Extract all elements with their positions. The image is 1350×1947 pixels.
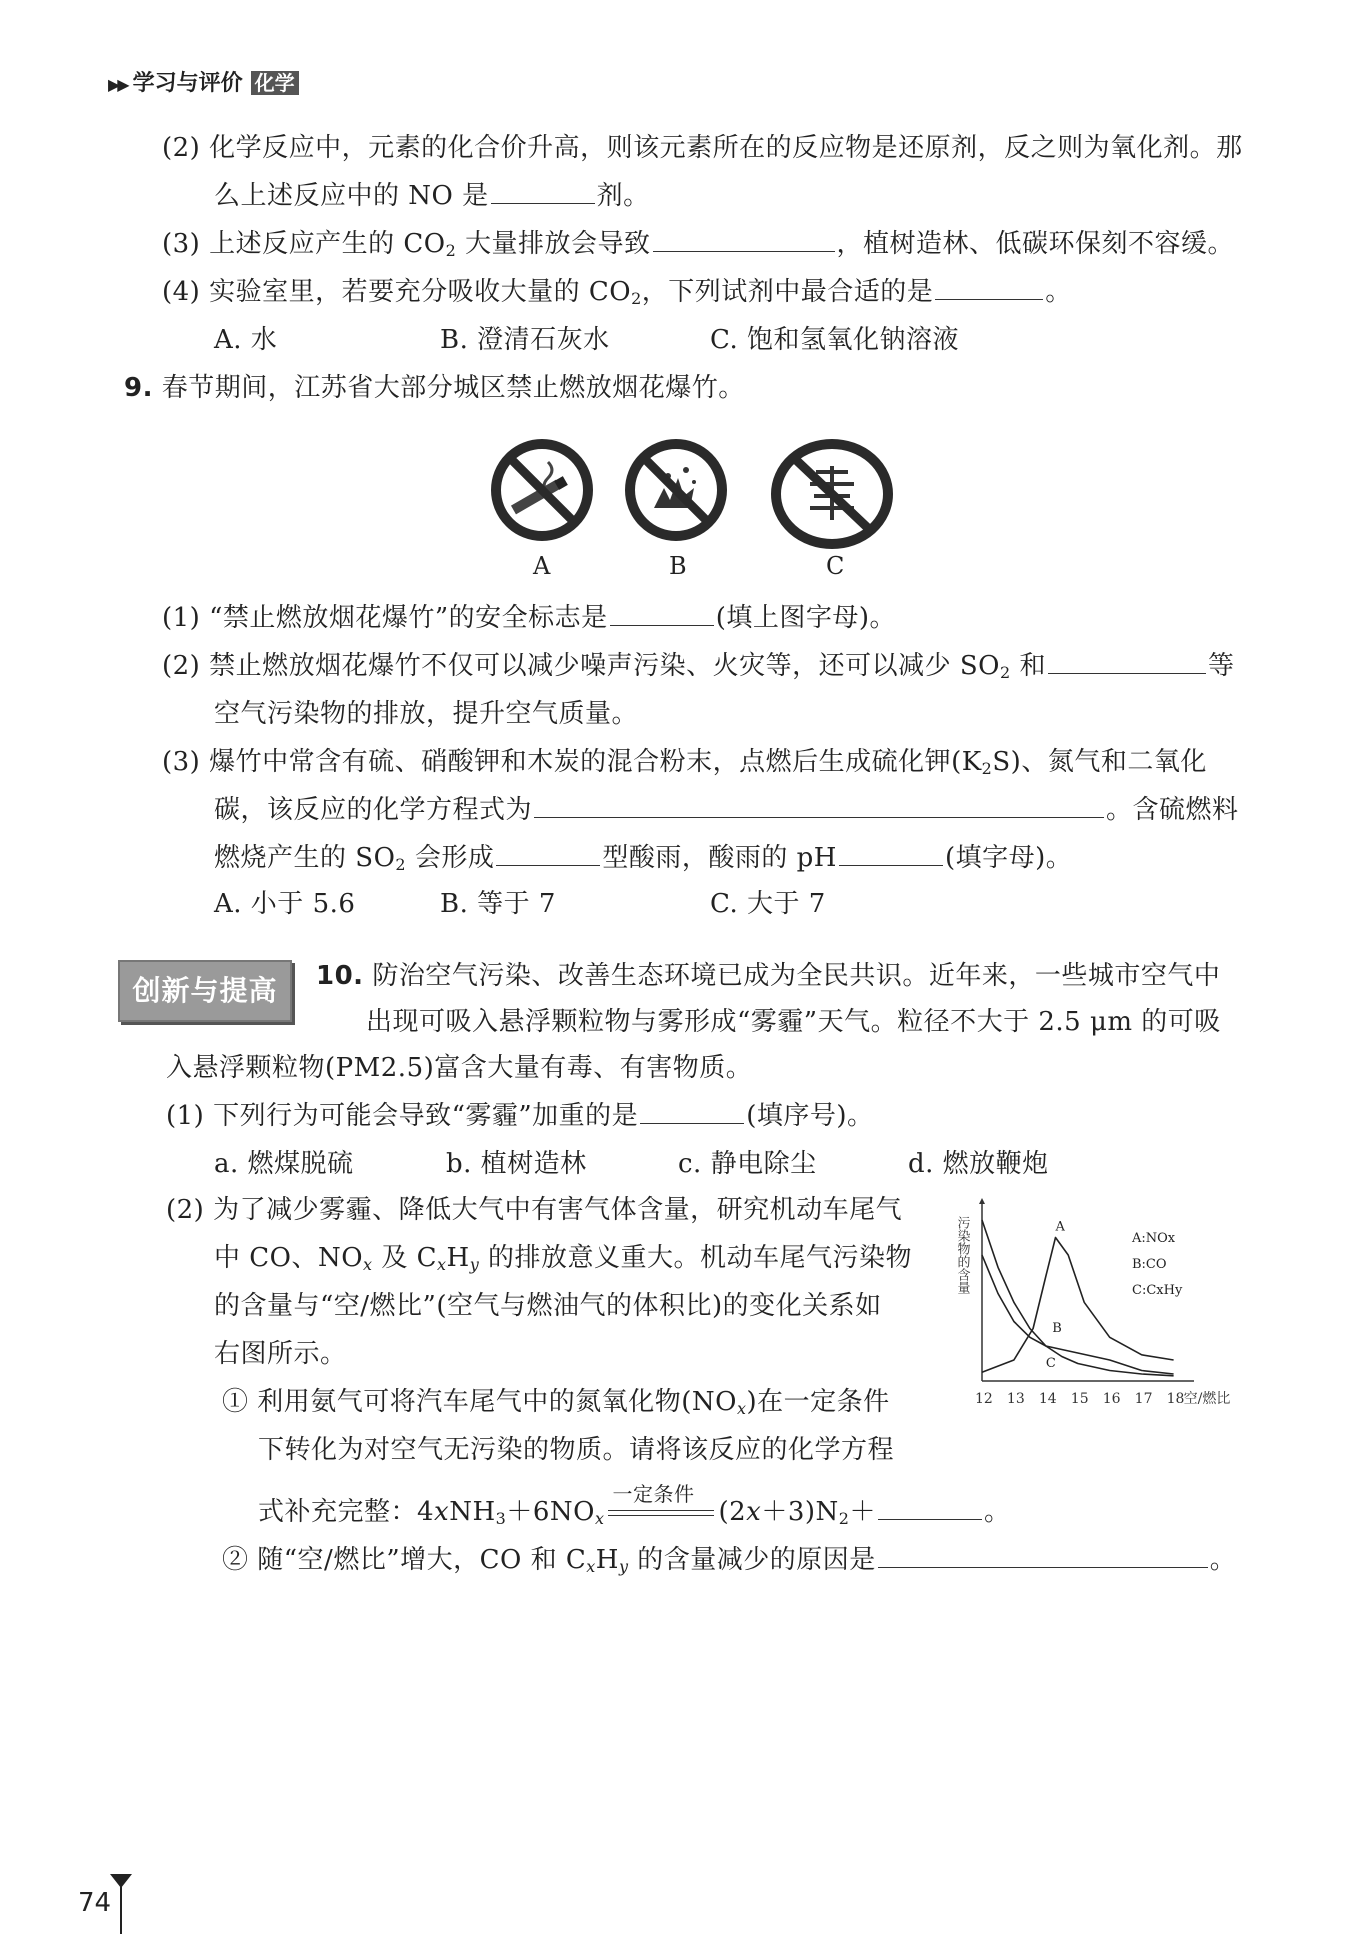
variable-x: x [746, 1497, 762, 1527]
q10-option-a: a. 燃煤脱硫 [214, 1149, 354, 1179]
header-subject: 化学 [251, 71, 299, 95]
y-axis-label: 污染物的含量 [954, 1216, 970, 1294]
q10-p2-text: 中 CO、NO [214, 1243, 364, 1273]
q9-p3-text6: 会形成 [406, 843, 495, 873]
sign-label-a: A [533, 552, 551, 580]
question-number: 10. [316, 961, 364, 991]
answer-blank[interactable] [491, 202, 595, 204]
q10-p2-line1: (2) 为了减少雾霾、降低大气中有害气体含量，研究机动车尾气 [166, 1195, 903, 1225]
legend-entry: C:CxHy [1132, 1283, 1183, 1298]
series-label-C: C [1045, 1356, 1056, 1371]
sign-b-no-fireworks-icon [624, 438, 728, 546]
q10-stem-line3: 入悬浮颗粒物(PM2.5)富含大量有毒、有害物质。 [166, 1053, 753, 1083]
q10-s1-text: ① 利用氨气可将汽车尾气中的氮氧化物(NO [222, 1387, 737, 1417]
q9-p3-line1 [162, 744, 1207, 787]
q10-p1-text: (1) 下列行为可能会导致“雾霾”加重的是 [166, 1101, 639, 1131]
answer-blank[interactable] [640, 1122, 744, 1124]
q8-p2-text: 么上述反应中的 NO 是 [214, 181, 489, 211]
q8-p2-tail: 剂。 [596, 181, 650, 211]
q9-p3-text7: 型酸雨，酸雨的 pH [602, 843, 837, 873]
subscript: x [736, 1399, 747, 1418]
subscript: x [363, 1255, 373, 1274]
reaction-condition: 一定条件 [612, 1482, 695, 1506]
answer-blank[interactable] [935, 298, 1043, 300]
q8-option-c: C. 饱和氢氧化钠溶液 [710, 325, 959, 355]
answer-blank[interactable] [1048, 672, 1206, 674]
q10-s1-line2: 下转化为对空气无污染的物质。请将该反应的化学方程 [258, 1435, 895, 1465]
sign-label-b: B [669, 552, 687, 580]
q9-p3-text4: 。含硫燃料 [1106, 795, 1239, 825]
page-header [108, 66, 299, 97]
equation-text: 式补充完整：4 [258, 1497, 435, 1527]
q10-p2-text4: 的排放意义重大。机动车尾气污染物 [479, 1243, 913, 1273]
x-tick-label: 12 [975, 1391, 993, 1407]
q9-p2-tail: 等 [1207, 651, 1235, 681]
x-tick-label: 16 [1102, 1391, 1121, 1407]
answer-blank[interactable] [534, 816, 1104, 818]
answer-blank[interactable] [496, 864, 600, 866]
equation-text: ＋3)N [761, 1497, 839, 1527]
reaction-arrow [608, 1482, 714, 1516]
legend-entry: B:CO [1132, 1257, 1167, 1272]
q9-option-b: B. 等于 7 [440, 889, 556, 919]
sign-c-no-firecrackers-icon [770, 438, 894, 554]
page-number [78, 1888, 111, 1918]
q9-option-a: A. 小于 5.6 [214, 889, 356, 919]
q9-p3-line3 [214, 840, 1072, 883]
q8-p4-tail: 。 [1045, 277, 1072, 307]
answer-blank[interactable] [839, 864, 943, 866]
q10-option-c: c. 静电除尘 [678, 1149, 817, 1179]
answer-blank[interactable] [610, 624, 714, 626]
q8-p3 [162, 226, 1234, 269]
q10-s2-text: ② 随“空/燃比”增大，CO 和 C [222, 1545, 587, 1575]
q10-stem-line2: 出现可吸入悬浮颗粒物与雾形成“雾霾”天气。粒径不大于 2.5 μm 的可吸 [366, 1007, 1221, 1037]
equation-text: ＋ [849, 1497, 876, 1527]
series-label-B: B [1052, 1321, 1062, 1336]
q8-p2-line1: (2) 化学反应中，元素的化合价升高，则该元素所在的反应物是还原剂，反之则为氧化剂。那 [162, 133, 1243, 163]
q8-p4 [162, 274, 1072, 317]
subscript: y [618, 1557, 629, 1576]
subscript: x [586, 1557, 596, 1576]
sign-a-no-smoking-icon [490, 438, 594, 546]
q9-p3-text5: 燃烧产生的 SO [214, 843, 396, 873]
q9-option-c: C. 大于 7 [710, 889, 826, 919]
sign-label-c: C [826, 552, 845, 580]
x-tick-label: 18 [1166, 1391, 1185, 1407]
q8-p3-text2: 大量排放会导致 [456, 229, 651, 259]
q10-p1-tail: (填序号)。 [746, 1101, 874, 1131]
q10-option-d: d. 燃放鞭炮 [908, 1149, 1049, 1179]
q9-p3-text3: 碳，该反应的化学方程式为 [214, 795, 533, 825]
q8-p4-text: (4) 实验室里，若要充分吸收大量的 CO [162, 277, 632, 307]
q10-s2-tail: 。 [1209, 1545, 1237, 1575]
q10-p2-text3: H [446, 1243, 470, 1273]
equation-text: NH [449, 1497, 496, 1527]
q10-s2-text3: 的含量减少的原因是 [628, 1545, 876, 1575]
q10-s1-line1 [222, 1384, 890, 1427]
q9-p2-mid: 和 [1010, 651, 1046, 681]
legend-entry: A:NOx [1132, 1231, 1176, 1246]
q9-p2-line2: 空气污染物的排放，提升空气质量。 [214, 699, 639, 729]
chart-svg [952, 1196, 1252, 1426]
q10-s2-text2: H [595, 1545, 619, 1575]
subscript: 2 [631, 289, 642, 308]
q10-s1-line3 [258, 1482, 1011, 1537]
q8-p3-text: (3) 上述反应产生的 CO [162, 229, 446, 259]
page-marker-icon [110, 1874, 132, 1934]
q10-p2-line4: 右图所示。 [214, 1339, 347, 1369]
x-tick-label: 17 [1134, 1391, 1153, 1407]
q10-p2-line3: 的含量与“空/燃比”(空气与燃油气的体积比)的变化关系如 [214, 1291, 882, 1321]
q9-p1-tail: (填上图字母)。 [715, 603, 896, 633]
answer-blank[interactable] [653, 250, 835, 252]
answer-blank[interactable] [878, 1566, 1208, 1568]
q10-p1 [166, 1098, 873, 1134]
header-title: 学习与评价 [132, 71, 243, 96]
q9-p1-text: (1) “禁止燃放烟花爆竹”的安全标志是 [162, 603, 608, 633]
series-line-C [982, 1255, 1174, 1374]
q10-p2-line2 [214, 1240, 912, 1283]
q9-p1 [162, 600, 896, 636]
x-tick-label: 15 [1070, 1391, 1089, 1407]
q8-p4-text2: ，下列试剂中最合适的是 [641, 277, 934, 307]
q8-p3-tail: ，植树造林、低碳环保刻不容缓。 [836, 229, 1235, 259]
q10-stem-1: 防治空气污染、改善生态环境已成为全民共识。近年来，一些城市空气中 [372, 961, 1221, 991]
question-number: 9. [124, 373, 153, 403]
subscript: x [437, 1255, 447, 1274]
subscript: 2 [395, 855, 407, 874]
subscript: y [469, 1255, 480, 1274]
q9-p2-text: (2) 禁止燃放烟花爆竹不仅可以减少噪声污染、火灾等，还可以减少 SO [162, 651, 1000, 681]
q9-stem: 春节期间，江苏省大部分城区禁止燃放烟花爆竹。 [161, 373, 745, 403]
subscript: 2 [1000, 663, 1011, 682]
series-label-A: A [1055, 1219, 1065, 1235]
double-arrow-icon: ▶▶ [108, 75, 127, 94]
q9-p3-text2: S)、氮气和二氧化 [992, 747, 1207, 777]
subscript: 2 [445, 241, 457, 260]
q9-stem-line [124, 370, 745, 406]
q10-s2 [222, 1542, 1236, 1585]
x-tick-label: 13 [1006, 1391, 1025, 1407]
page-number-text: 74 [78, 1888, 112, 1918]
q10-p2-text2: 及 C [372, 1243, 438, 1273]
q9-p3-text: (3) 爆竹中常含有硫、硝酸钾和木炭的混合粉末，点燃后生成硫化钾(K [162, 747, 982, 777]
subscript: x [594, 1509, 605, 1528]
x-axis-label: 空/燃比 [1183, 1391, 1231, 1407]
q9-p2 [162, 648, 1234, 691]
answer-blank[interactable] [878, 1518, 982, 1520]
q10-option-b: b. 植树造林 [446, 1149, 587, 1179]
x-tick-label: 14 [1038, 1391, 1057, 1407]
q8-option-b: B. 澄清石灰水 [440, 325, 610, 355]
q10-s1-text2: )在一定条件 [746, 1387, 890, 1417]
q9-p3-tail: (填字母)。 [944, 843, 1073, 873]
q8-option-a: A. 水 [214, 325, 278, 355]
variable-x: x [434, 1497, 450, 1527]
equation-text: (2 [718, 1497, 747, 1527]
subscript: 2 [838, 1509, 850, 1528]
q8-p2-line2 [214, 178, 650, 214]
pollutant-chart [952, 1196, 1252, 1426]
subscript: 3 [495, 1509, 507, 1528]
equation-text: ＋6NO [506, 1497, 595, 1527]
subscript: 2 [981, 759, 993, 778]
q10-stem-line1 [316, 958, 1220, 994]
section-badge: 创新与提高 [118, 960, 292, 1022]
equation-tail: 。 [983, 1497, 1011, 1527]
q9-p3-line2 [214, 792, 1239, 828]
y-axis-arrow [979, 1198, 985, 1204]
